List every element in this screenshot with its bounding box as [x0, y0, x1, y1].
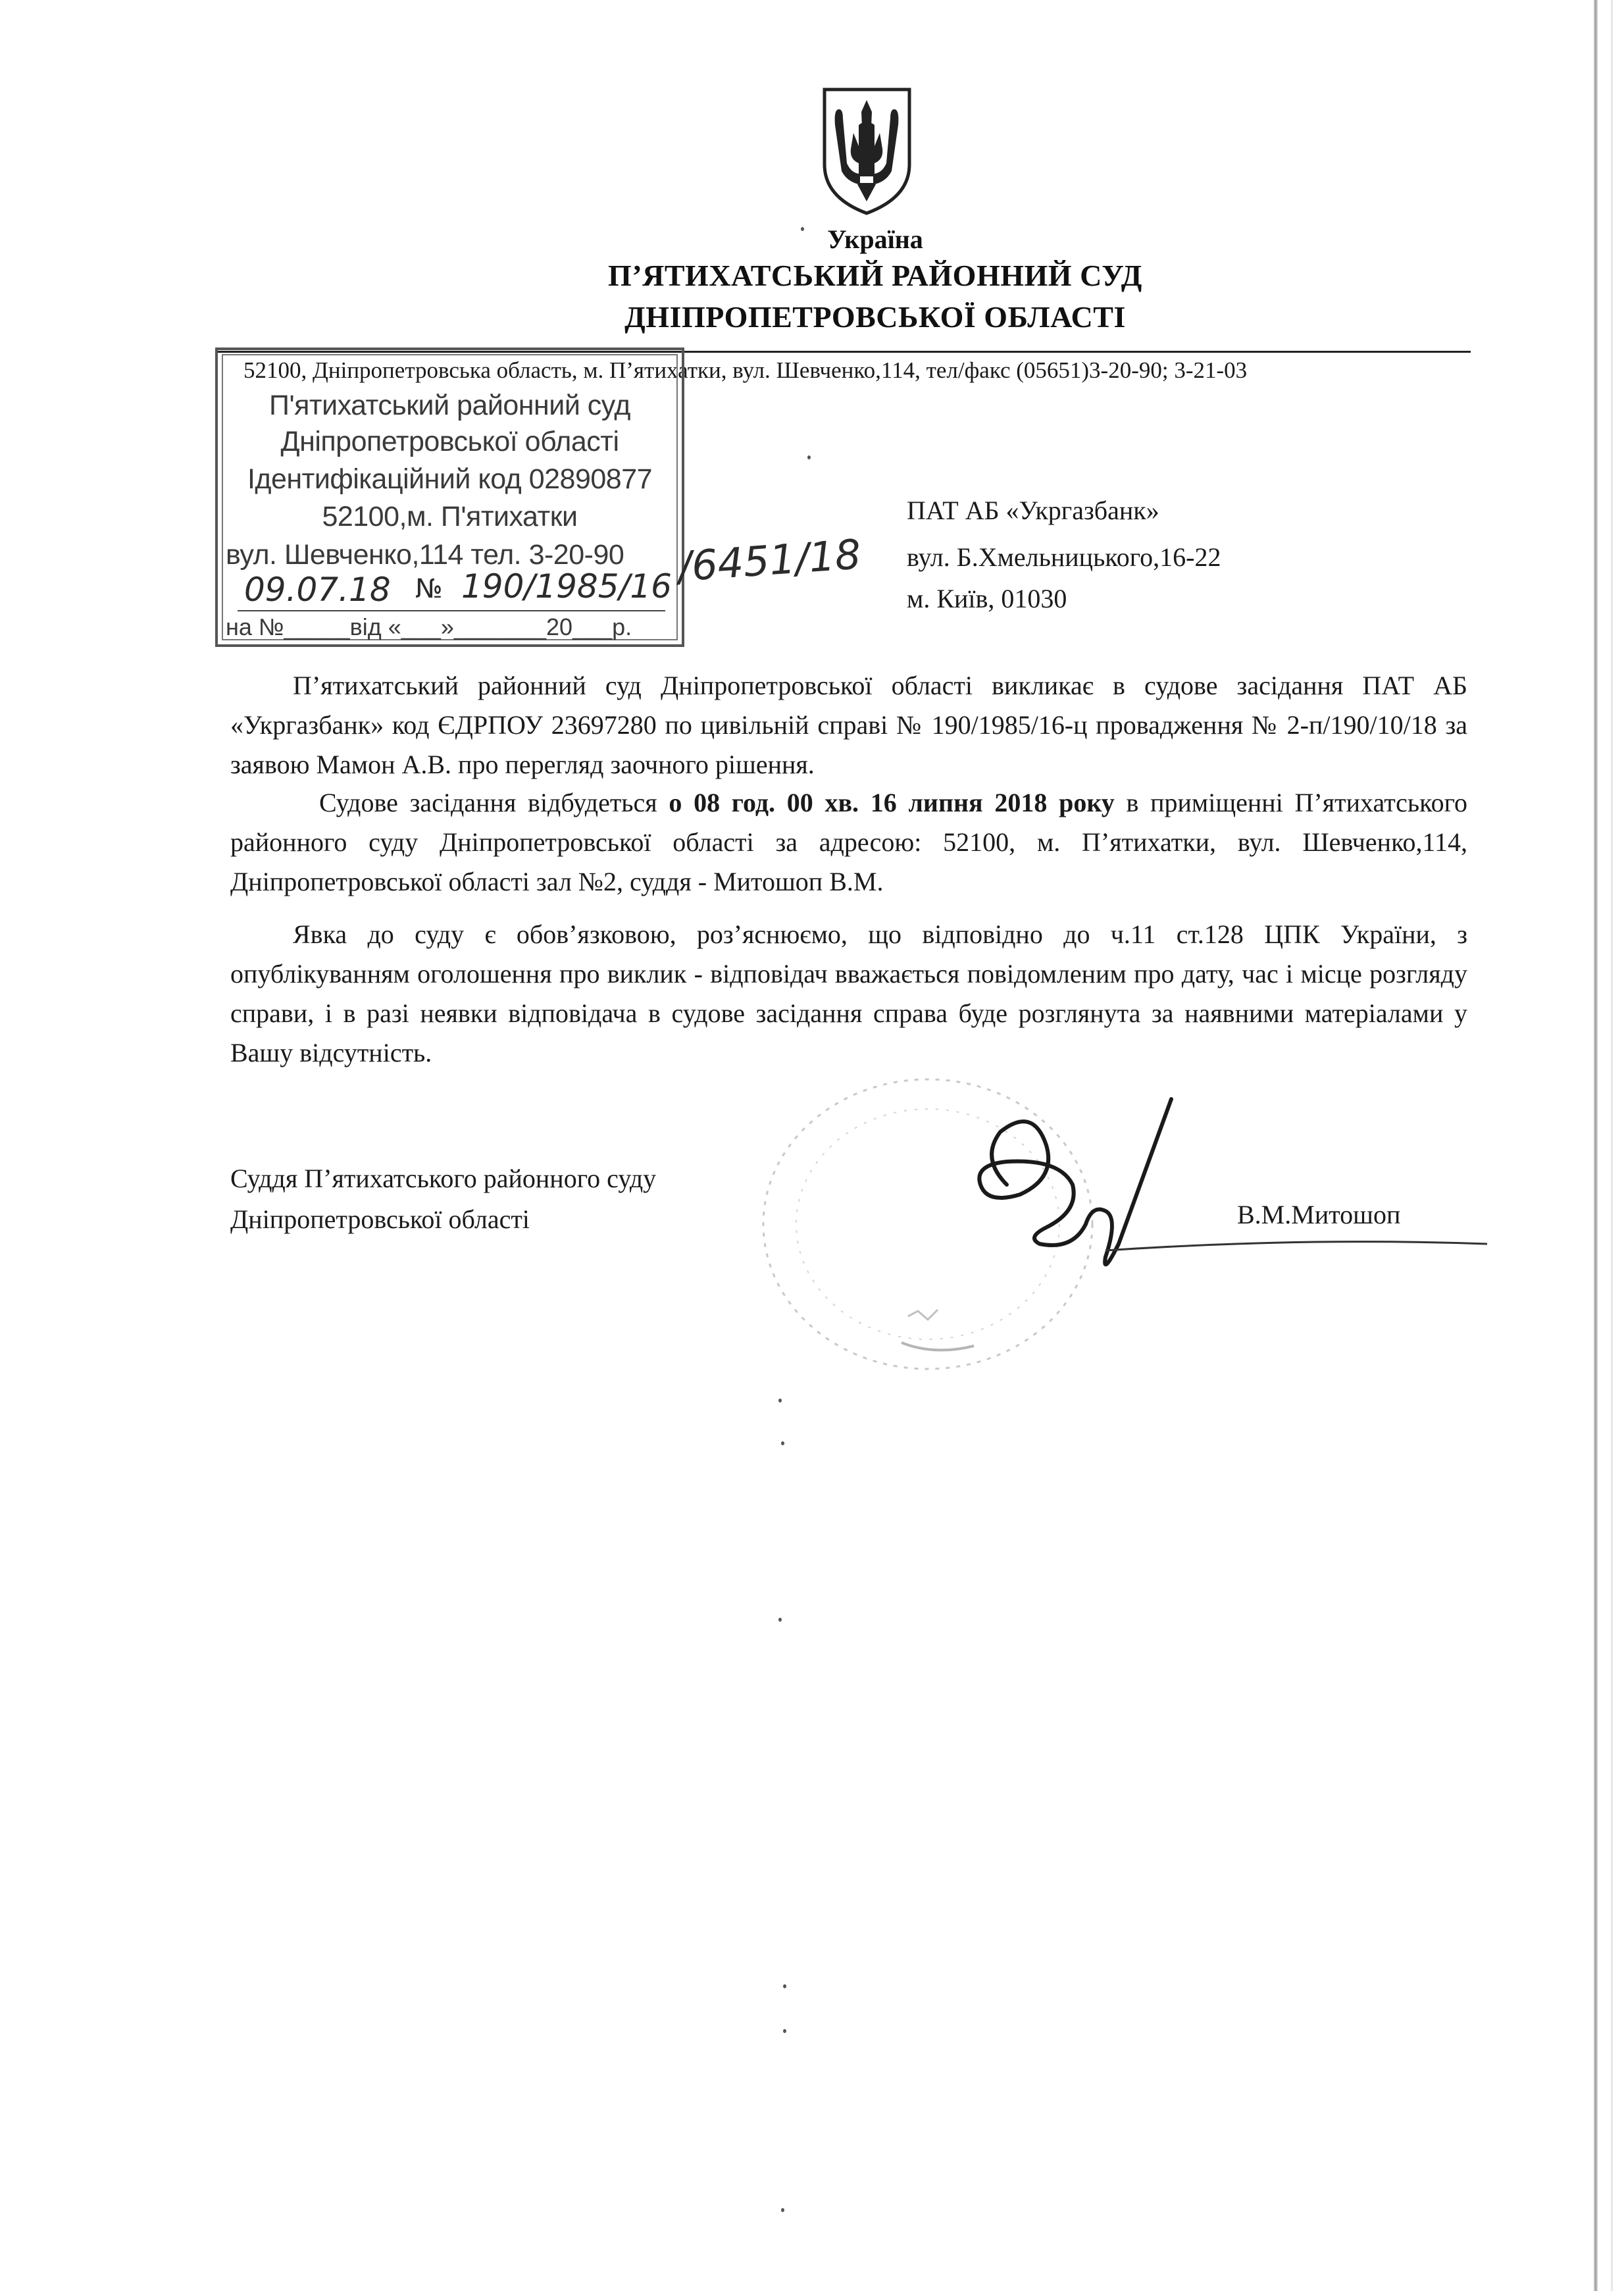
registration-stamp	[215, 348, 684, 647]
signature-name: В.М.Митошоп	[1237, 1200, 1401, 1229]
signature-title-line1: Суддя П’ятихатського районного суду	[230, 1164, 657, 1193]
recipient-street: вул. Б.Хмельницького,16-22	[907, 542, 1221, 572]
body-paragraph-hearing	[230, 783, 1467, 902]
scan-speck	[801, 227, 804, 231]
stamp-id-code: Ідентифікаційний код 02890877	[247, 463, 653, 495]
stamp-street-phone: вул. Шевченко,114 тел. 3-20-90	[226, 539, 624, 571]
stamp-number-label: №	[415, 574, 443, 604]
scan-speck	[781, 1441, 784, 1445]
signature-title-line2: Дніпропетровської області	[230, 1204, 530, 1234]
stamp-court-name: П'ятихатський районний суд	[269, 390, 630, 421]
stamp-handwritten-number: 190/1985/16	[461, 567, 672, 605]
scan-speck	[778, 1618, 782, 1622]
court-address-line: 52100, Дніпропетровська область, м. П’ятихатки, вул. Шевченко,114, тел/факс (05651)3-20-90; 3-21-03	[243, 357, 1248, 383]
scan-speck	[781, 2208, 784, 2212]
stamp-underline	[238, 610, 665, 611]
header-court-region: ДНІПРОПЕТРОВСЬКОЇ ОБЛАСТІ	[624, 300, 1126, 334]
stamp-handwritten-date: 09.07.18	[244, 571, 391, 609]
scan-speck	[807, 455, 811, 459]
coat-of-arms-icon	[819, 86, 915, 217]
scan-speck	[783, 1984, 786, 1988]
scan-speck	[783, 2029, 786, 2033]
stamp-court-region: Дніпропетровської області	[280, 426, 619, 457]
scan-edge-margin	[1611, 0, 1613, 2291]
hearing-text-end: в приміщенні П’ятихатського районного суду Дніпропетровської області за адресою: 52100, м. П’ятихатки, вул. Шевченко,114, Дніпропетровської області зал №2, суддя - Митошоп В.М.	[230, 788, 1467, 896]
judge-signature-icon	[908, 1086, 1500, 1297]
scan-edge-shadow	[1594, 0, 1598, 2291]
body-paragraph-summons: П’ятихатський районний суд Дніпропетровської області викликає в судове засідання ПАТ АБ «Укргазбанк» код ЄДРПОУ 23697280 по цивільній справі № 190/1985/16-ц провадження № 2-п/190/10/18 за заявою Мамон А.В. про перегляд заочного рішення.	[230, 671, 1467, 779]
recipient-name: ПАТ АБ «Укргазбанк»	[907, 496, 1159, 525]
hearing-datetime: о 08 год. 00 хв. 16 липня 2018 року	[669, 788, 1115, 817]
header-country: Україна	[827, 224, 923, 254]
stamp-city: 52100,м. П'ятихатки	[322, 501, 578, 532]
stamp-reference-line: на №_____від «___»_______20___р.	[226, 613, 632, 640]
stamp-handwritten-number-extension: /6451/18	[676, 530, 863, 591]
recipient-city: м. Київ, 01030	[907, 584, 1067, 613]
header-court-name: П’ЯТИХАТСЬКИЙ РАЙОННИЙ СУД	[608, 259, 1142, 292]
body-paragraph-attendance: Явка до суду є обов’язковою, роз’яснюємо, що відповідно до ч.11 ст.128 ЦПК України, з опублікуванням оголошення про виклик - відповідач вважається повідомленим про дату, час і місце розгляду справи, і в разі неявки відповідача в судове засідання справа буде розглянута за наявними матеріалами у Вашу відсутність.	[230, 919, 1467, 1068]
signature-title	[230, 1158, 656, 1240]
hearing-text-start: Судове засідання відбудеться	[319, 788, 669, 817]
scan-speck	[778, 1399, 782, 1403]
